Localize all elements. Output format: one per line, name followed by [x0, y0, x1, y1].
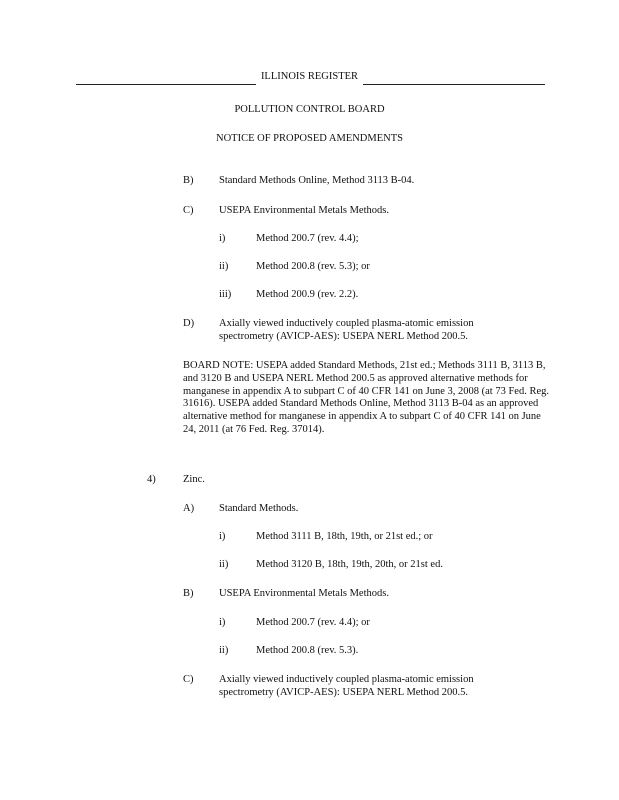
subitem-text: Method 3120 B, 18th, 19th, 20th, or 21st ed.: [256, 559, 443, 570]
header-rule-left: [76, 84, 256, 85]
item-label: C): [183, 674, 194, 685]
section-label: 4): [147, 474, 156, 485]
item-label: B): [183, 175, 194, 186]
item-text: Standard Methods Online, Method 3113 B-04.: [219, 175, 415, 186]
subitem-text: Method 200.8 (rev. 5.3).: [256, 645, 359, 656]
subitem-text: Method 200.9 (rev. 2.2).: [256, 289, 359, 300]
subitem-text: Method 200.8 (rev. 5.3); or: [256, 261, 370, 272]
notice-heading: NOTICE OF PROPOSED AMENDMENTS: [216, 133, 403, 144]
subitem-label: ii): [219, 559, 229, 570]
subitem-text: Method 3111 B, 18th, 19th, or 21st ed.; or: [256, 531, 433, 542]
section-title: Zinc.: [183, 474, 205, 485]
item-label: A): [183, 503, 195, 514]
subitem-text: Method 200.7 (rev. 4.4);: [256, 233, 359, 244]
header-rule-right: [363, 84, 545, 85]
subitem-label: iii): [219, 289, 232, 300]
item-text: USEPA Environmental Metals Methods.: [219, 588, 389, 599]
subitem-text: Method 200.7 (rev. 4.4); or: [256, 617, 370, 628]
subitem-label: i): [219, 531, 226, 542]
item-label: B): [183, 588, 194, 599]
subitem-label: ii): [219, 261, 229, 272]
item-text: Standard Methods.: [219, 503, 299, 514]
item-text: USEPA Environmental Metals Methods.: [219, 205, 389, 216]
register-title: ILLINOIS REGISTER: [260, 71, 359, 82]
item-label: D): [183, 318, 195, 329]
subitem-label: i): [219, 617, 226, 628]
subitem-label: i): [219, 233, 226, 244]
item-label: C): [183, 205, 194, 216]
subitem-label: ii): [219, 645, 229, 656]
item-text-line1: Axially viewed inductively coupled plasma-atomic emission: [219, 674, 474, 685]
item-text-line2: spectrometry (AVICP-AES): USEPA NERL Method 200.5.: [219, 687, 468, 698]
agency-heading: POLLUTION CONTROL BOARD: [234, 104, 385, 115]
item-text-line2: spectrometry (AVICP-AES): USEPA NERL Method 200.5.: [219, 331, 468, 342]
item-text-line1: Axially viewed inductively coupled plasma-atomic emission: [219, 318, 474, 329]
board-note: BOARD NOTE: USEPA added Standard Methods, 21st ed.; Methods 3111 B, 3113 B, and 3120 B and USEPA NERL Method 200.5 as approved alternative methods for manganese in appendix A to subpart C of 40 CFR 141 on June 3, 2008 (at 73 Fed. Reg. 31616). USEPA added Standard Methods Online, Method 3113 B-04 as an approved alternative method for manganese in appendix A to subpart C of 40 CFR 141 on June 24, 2011 (at 76 Fed. Reg. 37014).: [183, 360, 550, 435]
